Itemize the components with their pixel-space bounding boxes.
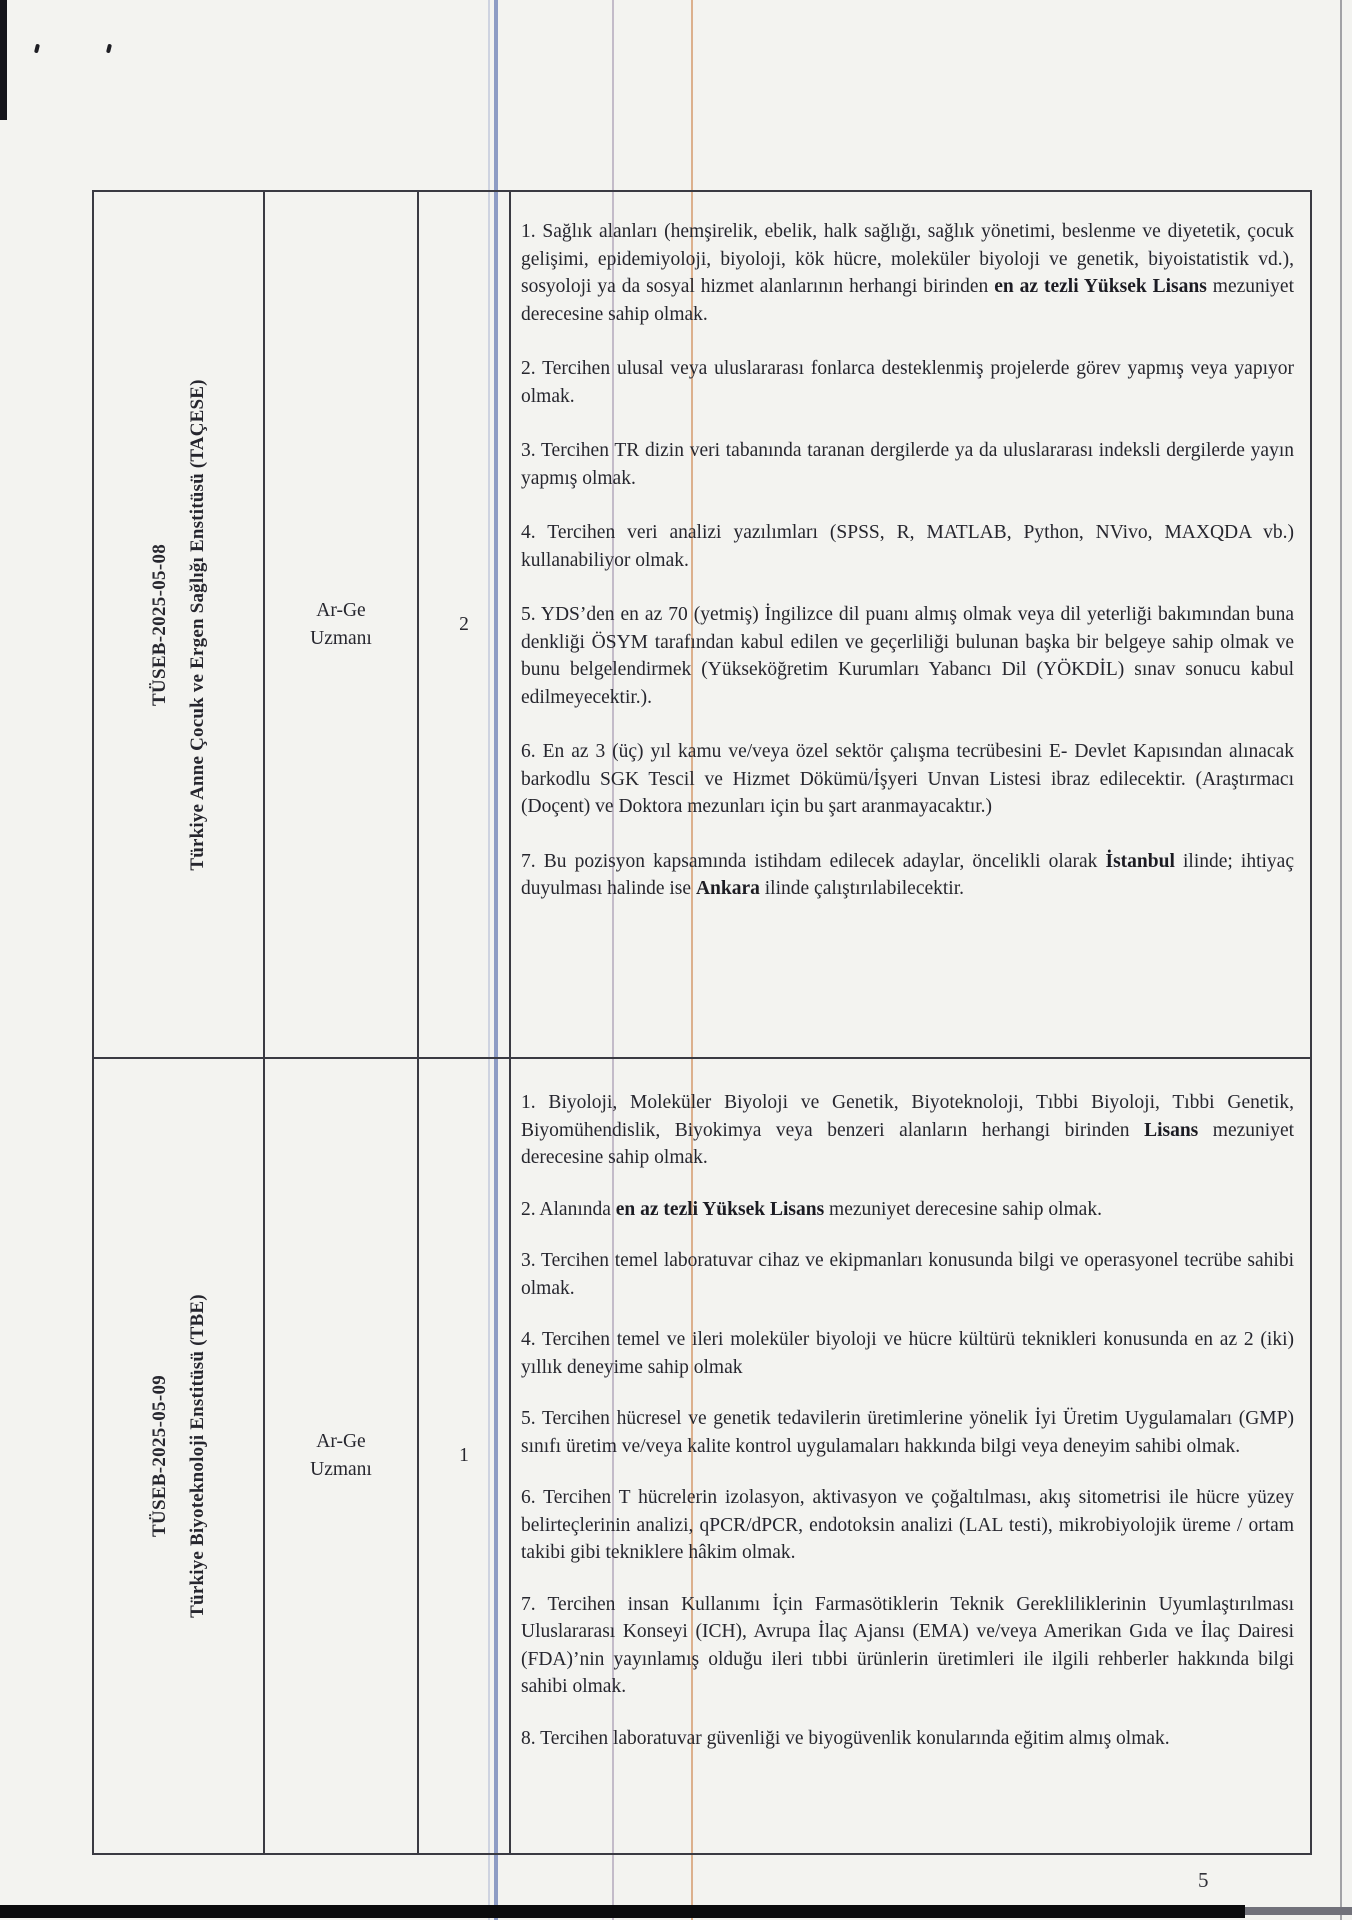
position-count: 1: [459, 1445, 469, 1466]
institute-cell: [94, 1059, 265, 1853]
requirement-item: 8. Tercihen laboratuvar güvenliği ve biyogüvenlik konularında eğitim almış olmak.: [521, 1727, 1170, 1749]
position-announcement-table: [92, 190, 1312, 1855]
requirement-item: 6. En az 3 (üç) yıl kamu ve/veya özel sektör çalışma tecrübesini E- Devlet Kapısından alınacak barkodlu SGK Tescil ve Hizmet Dökümü/İşyeri Unvan Listesi ibraz edilecektir. (Araştırmacı (Doçent) ve Doktora mezunları için bu şart aranmayacaktır.): [521, 741, 1294, 817]
requirements-list: [511, 192, 1310, 1057]
requirement-item: 2. Alanında en az tezli Yüksek Lisans mezuniyet derecesine sahip olmak.: [521, 1198, 1102, 1220]
page-right-edge-line: [1340, 0, 1342, 1920]
rotated-institute-label: [147, 1066, 211, 1846]
rotated-institute-label: [147, 235, 211, 1015]
requirement-item: 7. Tercihen insan Kullanımı İçin Farmasötiklerin Teknik Gerekliliklerinin Uyumlaştırılması Uluslararası Konseyi (ICH), Avrupa İlaç Ajansı (EMA) ve/veya Amerikan Gıda ve İlaç Dairesi (FDA)’nin yayınlamış olduğu ileri tıbbi ürünlerin üretimleri ile ilgili rehberler hakkında bilgi sahibi olmak.: [521, 1593, 1294, 1697]
requirement-item: 5. Tercihen hücresel ve genetik tedavilerin üretimlerine yönelik İyi Üretim Uygulamaları (GMP) sınıfı üretim ve/veya kalite kontrol uygulamaları hakkında bilgi veya deneyim sahibi olmak.: [521, 1408, 1294, 1457]
institute-cell: [94, 192, 265, 1057]
stray-pen-mark: [106, 44, 112, 54]
requirements-list: [511, 1059, 1310, 1853]
count-cell: [419, 192, 511, 1057]
requirement-item: 1. Biyoloji, Moleküler Biyoloji ve Genetik, Biyoteknoloji, Tıbbi Biyoloji, Tıbbi Genetik, Biyomühendislik, Biyokimya veya benzeri alanların herhangi birinden Lisans mezuniyet derecesine sahip olmak.: [521, 1092, 1295, 1168]
requirement-item: 1. Sağlık alanları (hemşirelik, ebelik, halk sağlığı, sağlık yönetimi, beslenme ve diyetetik, çocuk gelişimi, epidemiyoloji, biyoloji, kök hücre, moleküler biyoloji ve genetik, biyoistatistik vd.), sosyoloji ya da sosyal hizmet alanlarının herhangi birinden en az tezli Yüksek Lisans mezuniyet derecesine sahip olmak.: [521, 221, 1295, 325]
requirement-item: 6. Tercihen T hücrelerin izolasyon, aktivasyon ve çoğaltılması, akış sitometrisi ile hücre yüzey belirteçlerinin analizi, qPCR/dPCR, endotoksin analizi (LAL testi), mikrobiyolojik üreme / ortam takibi gibi tekniklere hâkim olmak.: [521, 1487, 1294, 1563]
table-row: [94, 1057, 1310, 1853]
institute-code: TÜSEB-2025-05-08: [148, 543, 170, 706]
position-title: Ar-Ge Uzmanı: [310, 1431, 372, 1480]
requirement-item: 7. Bu pozisyon kapsamında istihdam edilecek adaylar, öncelikli olarak İstanbul ilinde; ihtiyaç duyulması halinde ise Ankara ilinde çalıştırılabilecektir.: [521, 850, 1294, 899]
position-title: Ar-Ge Uzmanı: [310, 599, 372, 649]
page-number: 5: [1198, 1868, 1209, 1892]
position-count: 2: [459, 613, 469, 635]
count-cell: [419, 1059, 511, 1853]
requirement-item: 3. Tercihen temel laboratuvar cihaz ve ekipmanları konusunda bilgi ve operasyonel tecrübe sahibi olmak.: [521, 1250, 1294, 1299]
scan-bottom-gray-bar: [1245, 1907, 1352, 1915]
table-row: [94, 192, 1310, 1057]
requirement-item: 2. Tercihen ulusal veya uluslararası fonlarca desteklenmiş projelerde görev yapmış veya yapıyor olmak.: [521, 358, 1294, 407]
requirement-item: 4. Tercihen temel ve ileri moleküler biyoloji ve hücre kültürü teknikleri konusunda en az 2 (iki) yıllık deneyime sahip olmak: [521, 1329, 1294, 1378]
stray-pen-mark: [34, 44, 40, 54]
requirement-item: 5. YDS’den en az 70 (yetmiş) İngilizce dil puanı almış olmak veya dil yeterliği bakımından buna denkliği ÖSYM tarafından kabul edilen ve geçerliliği bulunan başka bir belgeye sahip olmak ve bunu belgelendirmek (Yükseköğretim Kurumları Yabancı Dil (YÖKDİL) sınav sonucu kabul edilmeyecektir.).: [521, 604, 1294, 708]
position-cell: [265, 1059, 419, 1853]
institute-code: TÜSEB-2025-05-09: [148, 1374, 170, 1538]
scan-bottom-black-bar: [0, 1905, 1245, 1918]
institute-name: Türkiye Biyoteknoloji Enstitüsü (TBE): [186, 1294, 208, 1618]
requirement-item: 4. Tercihen veri analizi yazılımları (SPSS, R, MATLAB, Python, NVivo, MAXQDA vb.) kullanabiliyor olmak.: [521, 522, 1294, 571]
institute-name: Türkiye Anne Çocuk ve Ergen Sağlığı Enstitüsü (TAÇESE): [186, 378, 208, 871]
scan-edge-shadow: [0, 0, 7, 120]
requirement-item: 3. Tercihen TR dizin veri tabanında taranan dergilerde ya da uluslararası indeksli dergilerde yayın yapmış olmak.: [521, 440, 1294, 489]
position-cell: [265, 192, 419, 1057]
